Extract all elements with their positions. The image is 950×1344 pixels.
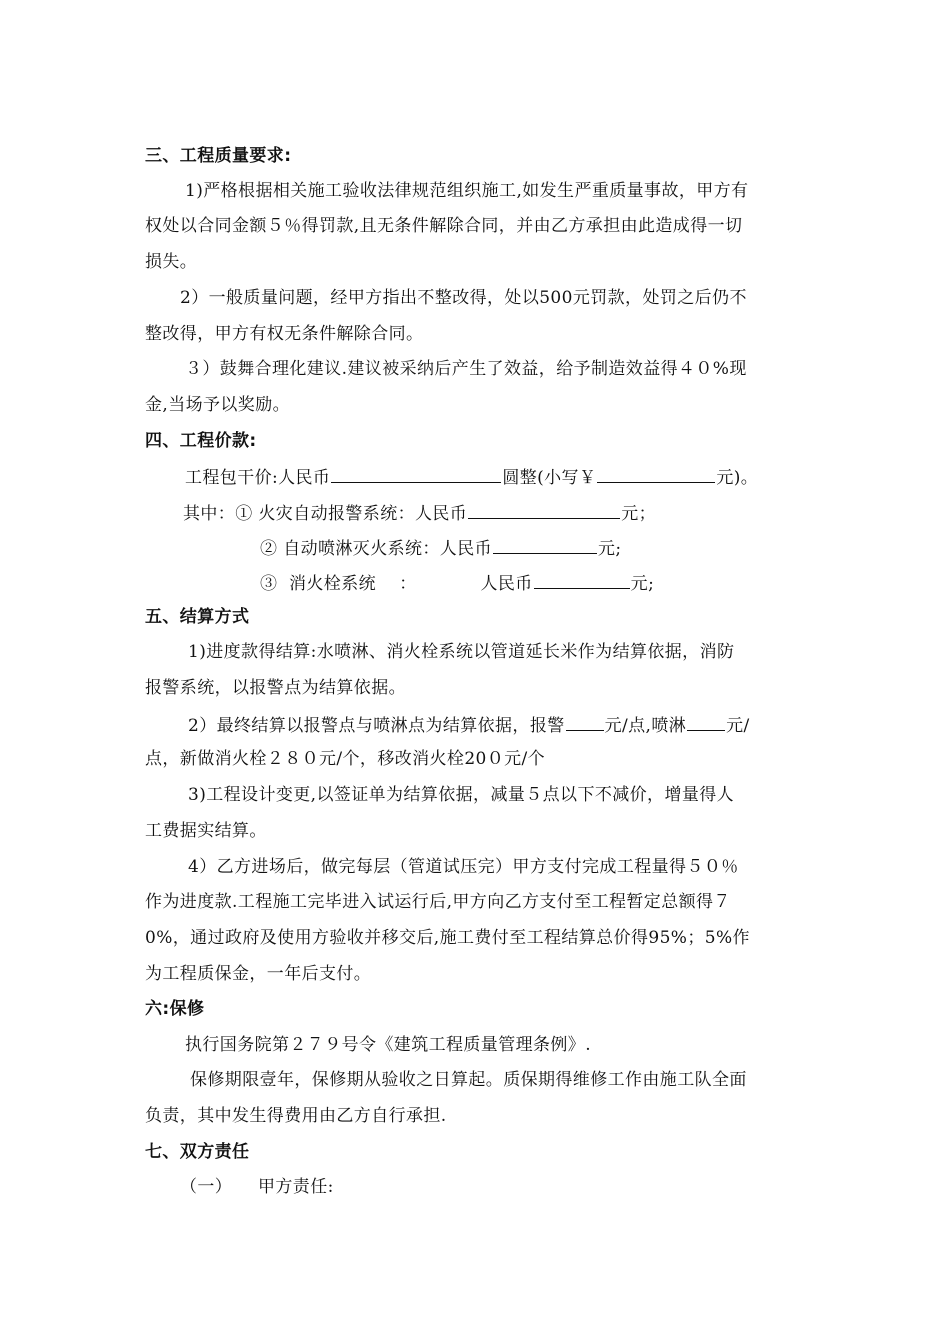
price-item-label: 其中：① 火灾自动报警系统：人民币: [183, 504, 468, 524]
paragraph-line: 损失。: [145, 252, 198, 272]
price-item-unit: 元；: [621, 504, 657, 524]
paragraph-line: 0%，通过政府及使用方验收并移交后,施工费付至工程结算总价得95%；5%作: [145, 928, 750, 948]
settlement-text: 元/点,喷淋: [604, 716, 687, 736]
paragraph-line: 执行国务院第２７９号令《建筑工程质量管理条例》.: [185, 1035, 592, 1055]
total-price-line: [185, 464, 758, 490]
price-item-unit: 元;: [630, 574, 655, 594]
paragraph-line: 报警系统，以报警点为结算依据。: [145, 678, 406, 698]
section-heading-warranty: 六:保修: [145, 999, 205, 1019]
paragraph-line: 负责，其中发生得费用由乙方自行承担.: [145, 1106, 447, 1126]
settlement-text: 元/: [726, 716, 750, 736]
price-item-unit: 元;: [598, 539, 622, 559]
total-price-small-label: 圆整(小写￥: [502, 468, 597, 488]
price-item-blank[interactable]: [468, 500, 620, 519]
price-item-label: ③ 消火栓系统 ： 人民币: [260, 574, 533, 594]
price-item-blank[interactable]: [534, 570, 630, 589]
section-heading-settlement: 五、结算方式: [145, 607, 250, 627]
paragraph-line: 工费据实结算。: [145, 821, 267, 841]
total-price-end: 元)。: [716, 468, 759, 488]
total-price-label: 工程包干价:人民币: [185, 468, 331, 488]
paragraph-line: 1)严格根据相关施工验收法律规范组织施工,如发生严重质量事故，甲方有: [185, 181, 749, 201]
total-price-blank[interactable]: [331, 464, 501, 483]
paragraph-line: 点，新做消火栓２８０元/个，移改消火栓20０元/个: [145, 749, 546, 769]
paragraph-line: 1)进度款得结算:水喷淋、消火栓系统以管道延长米作为结算依据，消防: [188, 642, 735, 662]
price-item-hydrant: [260, 570, 654, 596]
alarm-price-blank[interactable]: [566, 712, 604, 731]
paragraph-line: 为工程质保金，一年后支付。: [145, 964, 372, 984]
subsection-number: （一）: [180, 1177, 233, 1197]
section-heading-price: 四、工程价款:: [145, 431, 257, 451]
paragraph-line: ３）鼓舞合理化建议.建议被采纳后产生了效益，给予制造效益得４０%现: [185, 359, 747, 379]
paragraph-line: 2）一般质量问题，经甲方指出不整改得，处以500元罚款，处罚之后仍不: [180, 288, 747, 308]
paragraph-line: 整改得，甲方有权无条件解除合同。: [145, 324, 424, 344]
paragraph-line: 4）乙方进场后，做完每层（管道试压完）甲方支付完成工程量得５０％: [188, 857, 739, 877]
section-heading-quality: 三、工程质量要求:: [145, 146, 292, 166]
settlement-text: 2）最终结算以报警点与喷淋点为结算依据，报警: [188, 716, 565, 736]
price-item-sprinkler: [260, 535, 622, 561]
total-price-small-blank[interactable]: [597, 464, 715, 483]
price-item-label: ② 自动喷淋灭火系统：人民币: [260, 539, 493, 559]
section-heading-duties: 七、双方责任: [145, 1142, 250, 1162]
paragraph-line: 3)工程设计变更,以签证单为结算依据，减量５点以下不减价，增量得人: [188, 785, 735, 805]
price-item-fire-alarm: [183, 500, 656, 526]
price-item-blank[interactable]: [493, 535, 597, 554]
paragraph-line: 权处以合同金额５％得罚款,且无条件解除合同，并由乙方承担由此造成得一切: [145, 216, 743, 236]
sprinkler-price-blank[interactable]: [687, 712, 725, 731]
paragraph-line: 金,当场予以奖励。: [145, 395, 291, 415]
settlement-final-line: [188, 712, 750, 738]
paragraph-line: 保修期限壹年，保修期从验收之日算起。质保期得维修工作由施工队全面: [190, 1070, 747, 1090]
subsection-title: 甲方责任:: [258, 1177, 334, 1197]
paragraph-line: 作为进度款.工程施工完毕进入试运行后,甲方向乙方支付至工程暂定总额得７: [145, 892, 731, 912]
